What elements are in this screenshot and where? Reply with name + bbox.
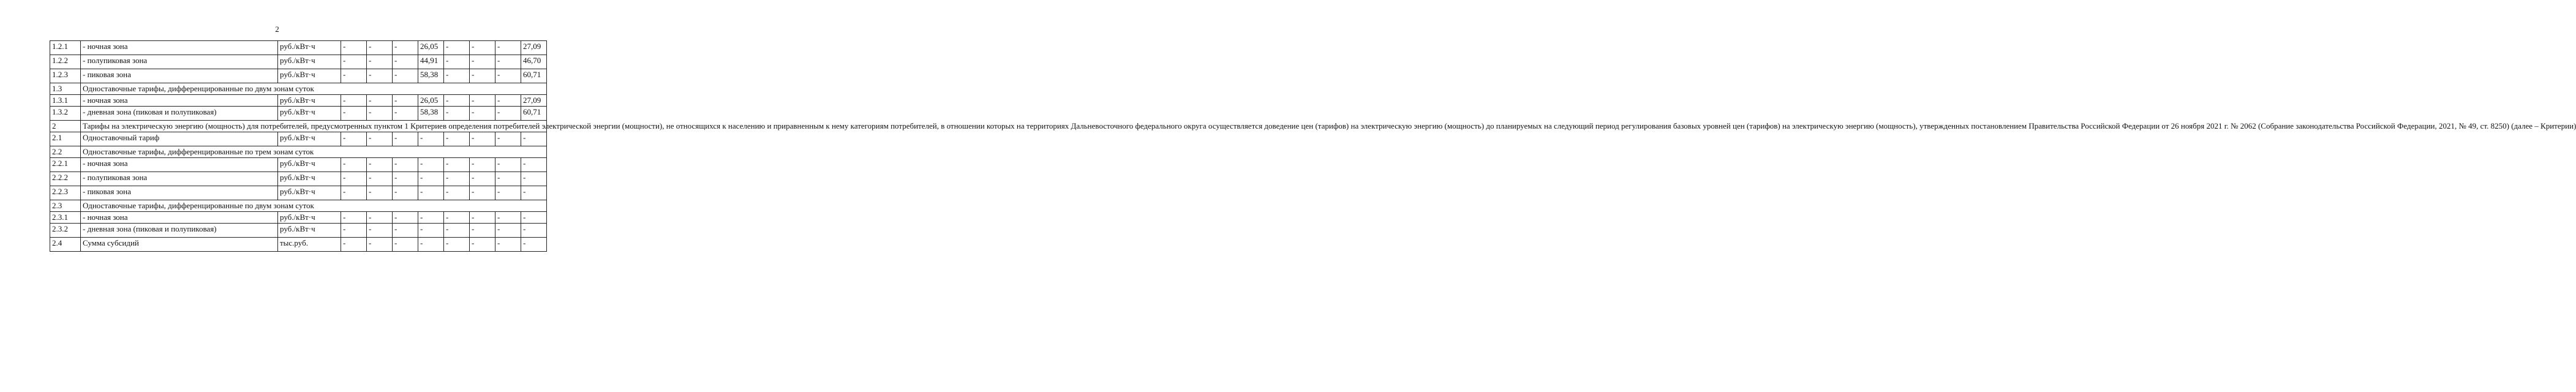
- value-cell: -: [444, 107, 470, 121]
- row-name-cell: - дневная зона (пиковая и полупиковая): [81, 224, 278, 238]
- row-name-cell: - дневная зона (пиковая и полупиковая): [81, 107, 278, 121]
- long-description-cell: Тарифы на электрическую энергию (мощность) для потребителей, предусмотренных пунктом 1 Критериев определения потребителей электрической энергии (мощности), не относящихся к населению и приравненным к нему категориям потребителей, в отношении которых на территориях Дальневосточного федерального округа осуществляется доведение цен (тарифов) на электрическую энергию (мощность) до планируемых на следующий период регулирования базовых уровней цен (тарифов) на электрическую энергию (мощность), утвержденных постановлением Правительства Российской Федерации от 26 ноября 2021 г. № 2062 (Собрание законодательства Российской Федерации, 2021, № 49, ст. 8250) (далее – Критерии): [81, 121, 547, 132]
- value-cell: 26,05: [418, 41, 444, 55]
- value-cell: -: [495, 238, 521, 252]
- value-cell: -: [367, 212, 393, 224]
- value-cell: -: [393, 172, 418, 186]
- table-row: [50, 158, 547, 172]
- value-cell: -: [470, 107, 495, 121]
- unit-cell: руб./кВт·ч: [278, 172, 341, 186]
- row-name-cell: Одноставочный тариф: [81, 132, 278, 146]
- value-cell: -: [418, 224, 444, 238]
- row-name-cell: - ночная зона: [81, 158, 278, 172]
- table-row: [50, 55, 547, 69]
- value-cell: -: [470, 41, 495, 55]
- value-cell: -: [341, 186, 367, 200]
- unit-cell: руб./кВт·ч: [278, 212, 341, 224]
- table-row: [50, 83, 547, 95]
- row-name-cell: - ночная зона: [81, 41, 278, 55]
- value-cell: -: [418, 238, 444, 252]
- value-cell: -: [495, 158, 521, 172]
- value-cell: -: [470, 69, 495, 83]
- value-cell: -: [393, 238, 418, 252]
- value-cell: 44,91: [418, 55, 444, 69]
- value-cell: -: [495, 132, 521, 146]
- value-cell: -: [367, 172, 393, 186]
- value-cell: -: [495, 41, 521, 55]
- value-cell: 60,71: [521, 107, 547, 121]
- value-cell: -: [444, 172, 470, 186]
- value-cell: -: [521, 132, 547, 146]
- value-cell: -: [418, 212, 444, 224]
- value-cell: -: [521, 158, 547, 172]
- value-cell: -: [367, 95, 393, 107]
- value-cell: -: [367, 238, 393, 252]
- value-cell: -: [495, 69, 521, 83]
- value-cell: -: [367, 69, 393, 83]
- value-cell: -: [444, 212, 470, 224]
- value-cell: -: [341, 41, 367, 55]
- value-cell: -: [444, 69, 470, 83]
- row-name-cell: Сумма субсидий: [81, 238, 278, 252]
- tariff-table: [50, 40, 2576, 252]
- row-number-cell: 2.2.2: [50, 172, 81, 186]
- value-cell: -: [444, 55, 470, 69]
- value-cell: -: [393, 224, 418, 238]
- value-cell: -: [495, 172, 521, 186]
- section-heading-cell: Одноставочные тарифы, дифференцированные по двум зонам суток: [81, 83, 547, 95]
- unit-cell: руб./кВт·ч: [278, 55, 341, 69]
- row-number-cell: 1.3.1: [50, 95, 81, 107]
- value-cell: -: [393, 107, 418, 121]
- value-cell: -: [341, 238, 367, 252]
- value-cell: -: [470, 132, 495, 146]
- value-cell: 60,71: [521, 69, 547, 83]
- value-cell: -: [367, 132, 393, 146]
- table-row: [50, 95, 547, 107]
- value-cell: -: [341, 107, 367, 121]
- table-row: [50, 41, 547, 55]
- value-cell: -: [418, 158, 444, 172]
- value-cell: -: [521, 172, 547, 186]
- value-cell: -: [470, 186, 495, 200]
- value-cell: -: [444, 132, 470, 146]
- value-cell: -: [367, 158, 393, 172]
- row-number-cell: 2.3: [50, 200, 81, 212]
- value-cell: -: [470, 212, 495, 224]
- value-cell: -: [367, 55, 393, 69]
- unit-cell: руб./кВт·ч: [278, 107, 341, 121]
- value-cell: -: [393, 158, 418, 172]
- row-number-cell: 1.2.3: [50, 69, 81, 83]
- value-cell: -: [367, 186, 393, 200]
- value-cell: -: [521, 212, 547, 224]
- value-cell: -: [470, 158, 495, 172]
- value-cell: -: [393, 55, 418, 69]
- row-number-cell: 1.3: [50, 83, 81, 95]
- row-name-cell: - ночная зона: [81, 95, 278, 107]
- value-cell: -: [393, 69, 418, 83]
- table-row: [50, 212, 547, 224]
- unit-cell: руб./кВт·ч: [278, 158, 341, 172]
- value-cell: -: [367, 41, 393, 55]
- value-cell: -: [495, 212, 521, 224]
- value-cell: -: [341, 158, 367, 172]
- row-number-cell: 2.3.1: [50, 212, 81, 224]
- value-cell: -: [367, 224, 393, 238]
- value-cell: -: [470, 238, 495, 252]
- value-cell: 58,38: [418, 107, 444, 121]
- value-cell: -: [495, 95, 521, 107]
- value-cell: -: [367, 107, 393, 121]
- row-number-cell: 1.2.1: [50, 41, 81, 55]
- value-cell: -: [444, 224, 470, 238]
- value-cell: -: [444, 238, 470, 252]
- row-name-cell: - пиковая зона: [81, 186, 278, 200]
- value-cell: -: [341, 132, 367, 146]
- row-name-cell: - ночная зона: [81, 212, 278, 224]
- table-row: [50, 172, 547, 186]
- row-number-cell: 2.2.3: [50, 186, 81, 200]
- row-name-cell: - пиковая зона: [81, 69, 278, 83]
- row-number-cell: 2.4: [50, 238, 81, 252]
- row-number-cell: 2: [50, 121, 81, 132]
- value-cell: -: [444, 41, 470, 55]
- table-row: [50, 121, 547, 132]
- value-cell: 58,38: [418, 69, 444, 83]
- value-cell: -: [521, 238, 547, 252]
- value-cell: -: [341, 69, 367, 83]
- value-cell: -: [341, 95, 367, 107]
- table-row: [50, 132, 547, 146]
- value-cell: -: [341, 224, 367, 238]
- value-cell: 26,05: [418, 95, 444, 107]
- value-cell: -: [521, 224, 547, 238]
- row-number-cell: 2.1: [50, 132, 81, 146]
- value-cell: -: [341, 212, 367, 224]
- value-cell: -: [495, 186, 521, 200]
- unit-cell: тыс.руб.: [278, 238, 341, 252]
- table-row: [50, 200, 547, 212]
- value-cell: -: [393, 132, 418, 146]
- row-name-cell: - полупиковая зона: [81, 55, 278, 69]
- row-number-cell: 2.3.2: [50, 224, 81, 238]
- value-cell: -: [495, 55, 521, 69]
- unit-cell: руб./кВт·ч: [278, 132, 341, 146]
- value-cell: -: [470, 55, 495, 69]
- row-number-cell: 2.2: [50, 146, 81, 158]
- row-name-cell: - полупиковая зона: [81, 172, 278, 186]
- table-row: [50, 186, 547, 200]
- unit-cell: руб./кВт·ч: [278, 95, 341, 107]
- value-cell: -: [495, 224, 521, 238]
- page-number: 2: [275, 24, 279, 34]
- row-number-cell: 2.2.1: [50, 158, 81, 172]
- table-row: [50, 107, 547, 121]
- value-cell: -: [521, 186, 547, 200]
- table-row: [50, 238, 547, 252]
- unit-cell: руб./кВт·ч: [278, 69, 341, 83]
- value-cell: -: [341, 172, 367, 186]
- row-number-cell: 1.2.2: [50, 55, 81, 69]
- value-cell: -: [470, 172, 495, 186]
- row-number-cell: 1.3.2: [50, 107, 81, 121]
- table-row: [50, 224, 547, 238]
- value-cell: 27,09: [521, 95, 547, 107]
- value-cell: -: [418, 172, 444, 186]
- unit-cell: руб./кВт·ч: [278, 186, 341, 200]
- value-cell: -: [418, 132, 444, 146]
- table-row: [50, 146, 547, 158]
- value-cell: -: [444, 186, 470, 200]
- value-cell: 46,70: [521, 55, 547, 69]
- value-cell: -: [470, 95, 495, 107]
- value-cell: -: [393, 95, 418, 107]
- value-cell: 27,09: [521, 41, 547, 55]
- value-cell: -: [470, 224, 495, 238]
- unit-cell: руб./кВт·ч: [278, 224, 341, 238]
- section-heading-cell: Одноставочные тарифы, дифференцированные по трем зонам суток: [81, 146, 547, 158]
- value-cell: -: [393, 41, 418, 55]
- value-cell: -: [393, 186, 418, 200]
- value-cell: -: [341, 55, 367, 69]
- table-row: [50, 69, 547, 83]
- value-cell: -: [393, 212, 418, 224]
- section-heading-cell: Одноставочные тарифы, дифференцированные по двум зонам суток: [81, 200, 547, 212]
- unit-cell: руб./кВт·ч: [278, 41, 341, 55]
- value-cell: -: [444, 158, 470, 172]
- value-cell: -: [418, 186, 444, 200]
- value-cell: -: [444, 95, 470, 107]
- value-cell: -: [495, 107, 521, 121]
